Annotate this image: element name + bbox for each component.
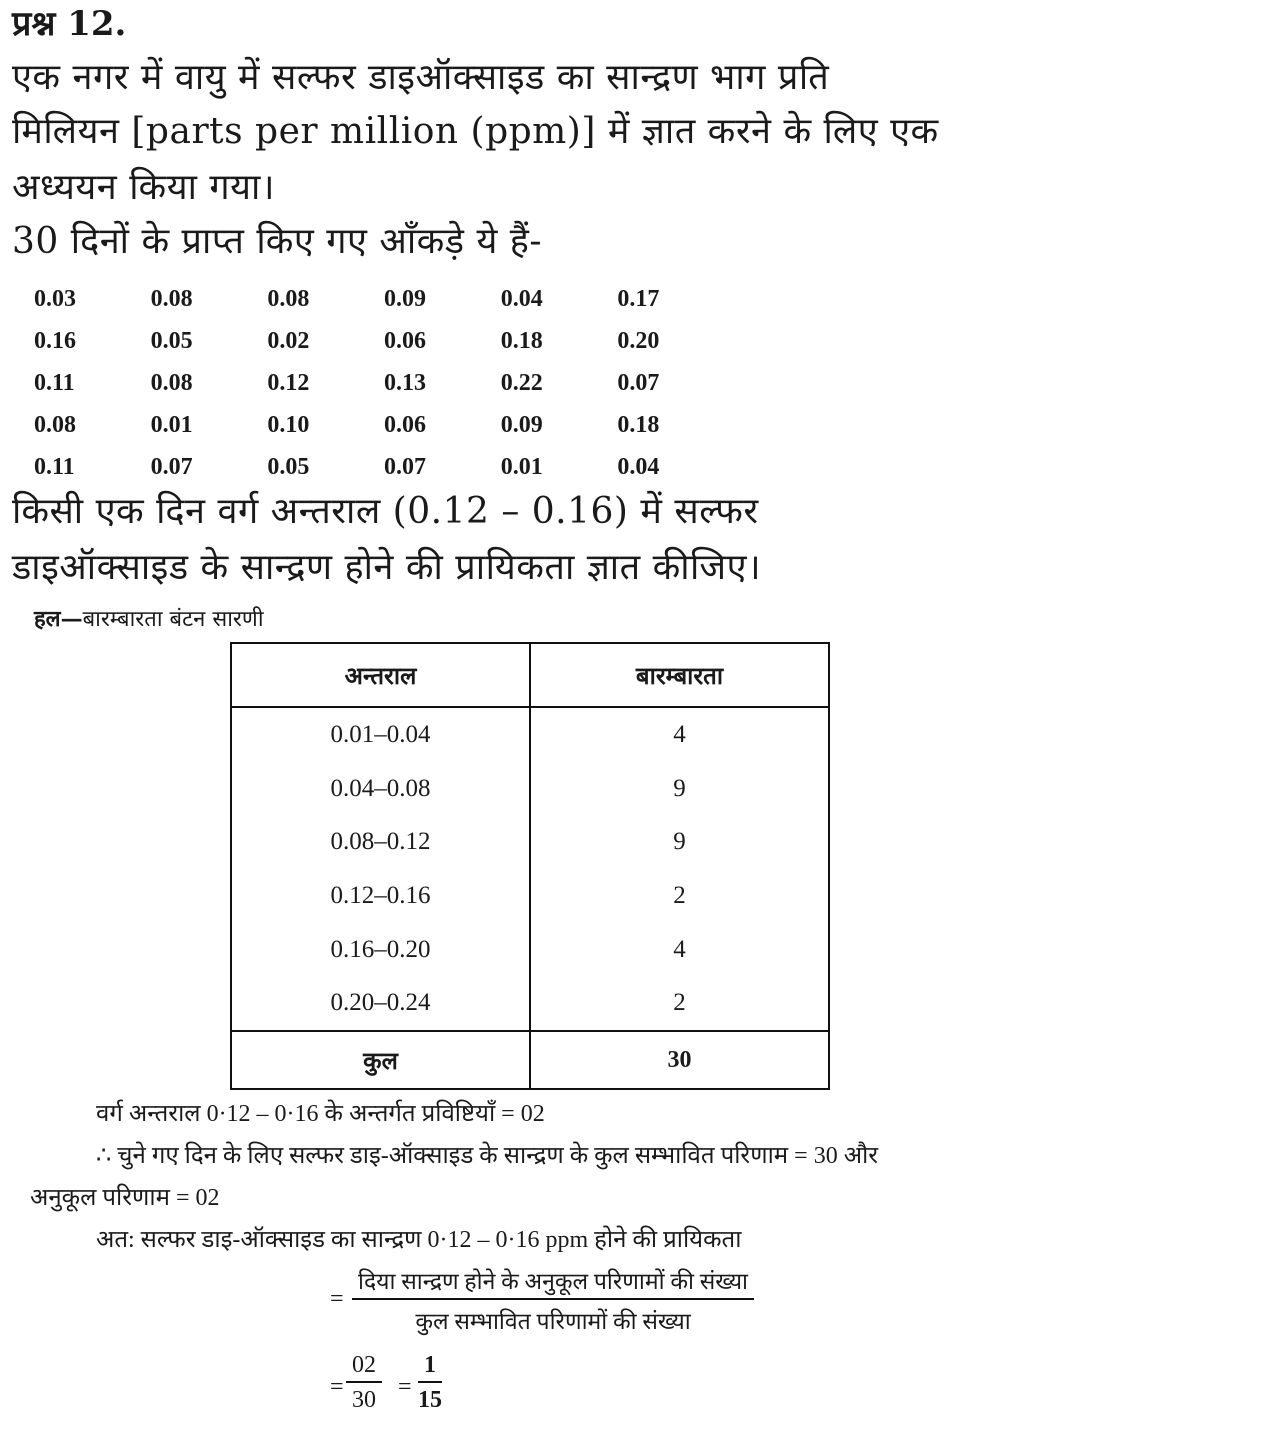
data-value: 0.18 <box>500 327 543 354</box>
observation-data-grid <box>34 278 734 488</box>
data-value: 0.09 <box>384 285 427 312</box>
table-row <box>231 762 829 816</box>
frequency-cell: 9 <box>673 774 686 802</box>
data-value: 0.08 <box>34 411 76 438</box>
formula-numerator: दिया सान्द्रण होने के अनुकूल परिणामों की संख्या <box>352 1264 754 1300</box>
interval-cell: 0.20–0.24 <box>231 976 530 1031</box>
frequency-cell: 9 <box>673 828 686 856</box>
solution-line-4: अत: सल्फर डाइ-ऑक्साइड का सान्द्रण 0·12 – 0·16 ppm होने की प्रायिकता <box>96 1227 742 1253</box>
interval-cell: 0.04–0.08 <box>231 762 530 816</box>
table-row <box>231 869 829 923</box>
data-row <box>34 446 734 488</box>
data-row <box>34 362 734 404</box>
data-value: 0.04 <box>500 285 543 312</box>
frequency-cell: 4 <box>673 720 686 748</box>
data-value: 0.08 <box>150 285 193 312</box>
solution-line-1: वर्ग अन्तराल 0·12 – 0·16 के अन्तर्गत प्रविष्टियाँ = 02 <box>96 1101 545 1127</box>
interval-cell: 0.16–0.20 <box>231 923 530 977</box>
table-total-row <box>231 1031 829 1089</box>
total-label: कुल <box>231 1031 530 1089</box>
interval-cell: 0.12–0.16 <box>231 869 530 923</box>
data-value: 0.08 <box>267 285 310 312</box>
data-value: 0.09 <box>500 411 543 438</box>
data-value: 0.18 <box>617 411 660 438</box>
data-value: 0.07 <box>384 453 427 480</box>
data-value: 0.05 <box>267 453 310 480</box>
data-value: 0.22 <box>500 369 543 396</box>
question-line-4: 30 दिनों के प्राप्त किए गए आँकड़े ये हैं- <box>12 221 543 262</box>
frequency-cell: 2 <box>673 881 686 909</box>
data-value: 0.03 <box>34 285 76 312</box>
frequency-cell: 4 <box>673 935 686 963</box>
result-fraction <box>418 1352 442 1414</box>
data-value: 0.01 <box>500 453 543 480</box>
table-row <box>231 815 829 869</box>
data-value: 0.20 <box>617 327 660 354</box>
interval-cell: 0.08–0.12 <box>231 815 530 869</box>
data-value: 0.08 <box>150 369 193 396</box>
data-value: 0.11 <box>34 453 75 480</box>
result-denominator: 15 <box>418 1387 442 1413</box>
equals-sign: = <box>330 1286 344 1312</box>
solution-label: हल— <box>34 606 83 632</box>
total-value: 30 <box>530 1031 829 1089</box>
result-numerator: 1 <box>418 1352 442 1383</box>
interval-cell: 0.01–0.04 <box>231 707 530 762</box>
probability-formula-fraction <box>352 1264 754 1336</box>
equals-sign: = <box>398 1374 412 1400</box>
value-fraction <box>346 1352 382 1414</box>
table-row <box>231 923 829 977</box>
data-value: 0.11 <box>34 369 75 396</box>
data-value: 0.01 <box>150 411 193 438</box>
data-value: 0.02 <box>267 327 310 354</box>
question-line-3: अध्ययन किया गया। <box>12 167 275 208</box>
table-row <box>231 976 829 1031</box>
question-line-2: मिलियन [parts per million (ppm)] में ज्ञात करने के लिए एक <box>12 111 939 152</box>
column-header-interval: अन्तराल <box>231 643 530 707</box>
data-value: 0.06 <box>384 411 427 438</box>
question-ask-line-1: किसी एक दिन वर्ग अन्तराल (0.12 – 0.16) में सल्फर <box>12 491 759 532</box>
data-value: 0.06 <box>384 327 427 354</box>
frequency-cell: 2 <box>673 989 686 1017</box>
question-line-1: एक नगर में वायु में सल्फर डाइऑक्साइड का सान्द्रण भाग प्रति <box>12 57 830 98</box>
data-value: 0.12 <box>267 369 310 396</box>
data-row <box>34 320 734 362</box>
data-value: 0.10 <box>267 411 310 438</box>
data-row <box>34 278 734 320</box>
value-numerator: 02 <box>346 1352 382 1383</box>
column-header-frequency: बारम्बारता <box>530 643 829 707</box>
formula-denominator: कुल सम्भावित परिणामों की संख्या <box>415 1309 691 1334</box>
data-value: 0.16 <box>34 327 76 354</box>
data-value: 0.13 <box>384 369 427 396</box>
solution-line-2: ∴ चुने गए दिन के लिए सल्फर डाइ-ऑक्साइड के सान्द्रण के कुल सम्भावित परिणाम = 30 और <box>96 1143 879 1169</box>
solution-heading <box>34 604 264 635</box>
question-title: प्रश्न 12. <box>12 4 127 44</box>
table-row <box>231 707 829 762</box>
data-row <box>34 404 734 446</box>
data-value: 0.07 <box>150 453 193 480</box>
value-denominator: 30 <box>352 1387 376 1413</box>
data-value: 0.17 <box>617 285 660 312</box>
frequency-table-caption: बारम्बारता बंटन सारणी <box>82 607 264 632</box>
solution-line-3: अनुकूल परिणाम = 02 <box>30 1185 220 1211</box>
table-header-row <box>231 643 829 707</box>
data-value: 0.04 <box>617 453 660 480</box>
data-value: 0.07 <box>617 369 660 396</box>
question-ask-line-2: डाइऑक्साइड के सान्द्रण होने की प्रायिकता ज्ञात कीजिए। <box>12 547 762 588</box>
equals-sign: = <box>330 1374 344 1400</box>
frequency-table <box>230 642 830 1090</box>
data-value: 0.05 <box>150 327 193 354</box>
